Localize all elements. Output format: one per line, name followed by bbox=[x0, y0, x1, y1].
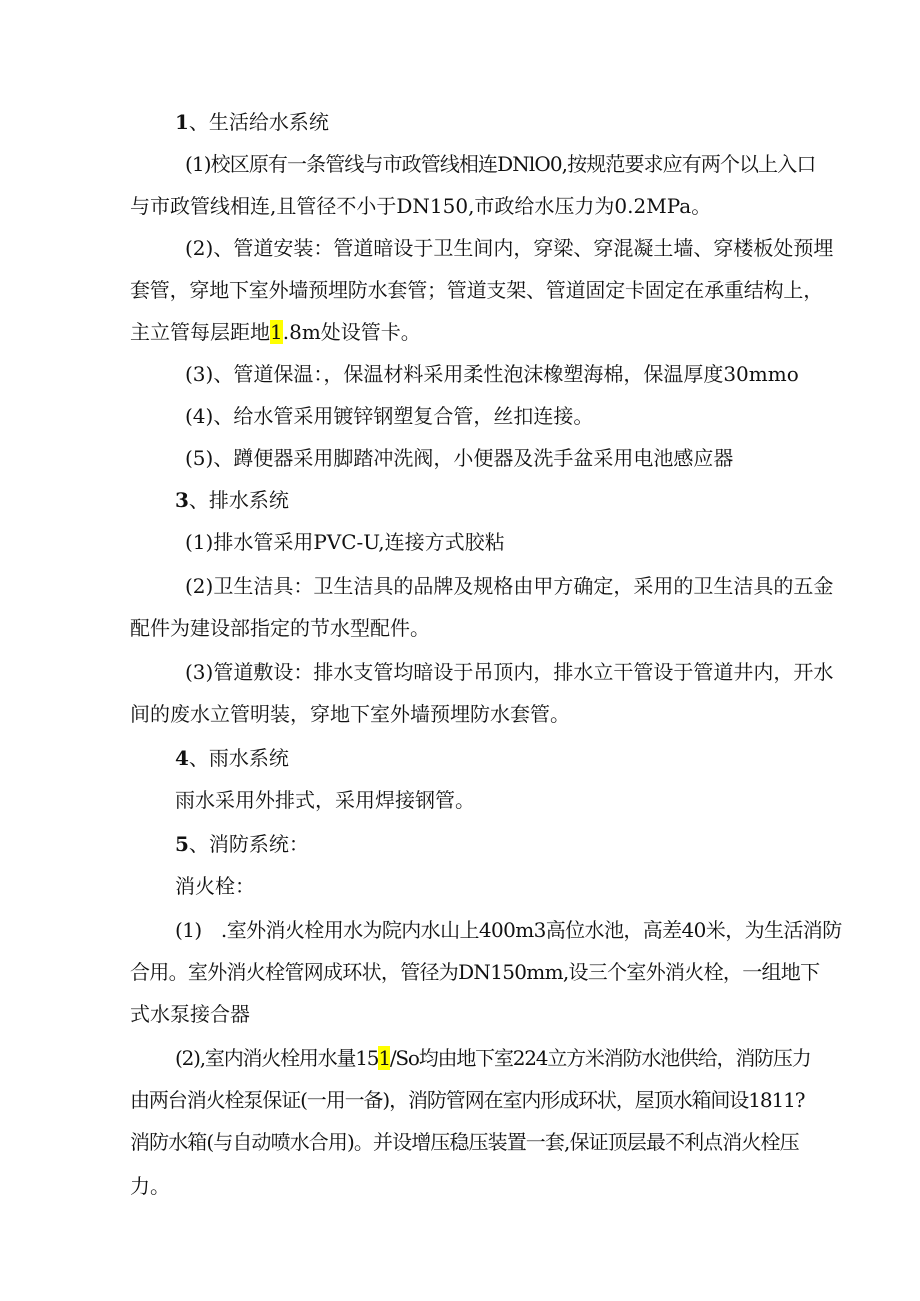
section-number: 1 bbox=[175, 110, 189, 134]
paragraph-line bbox=[185, 572, 833, 600]
text-run: 配件为建设部指定的节水型配件。 bbox=[130, 616, 430, 640]
paragraph-line bbox=[130, 192, 711, 220]
heading-fire-protection bbox=[175, 830, 309, 858]
text-run: 间的废水立管明装，穿地下室外墙预埋防水套管。 bbox=[130, 702, 570, 726]
paragraph-line bbox=[185, 528, 505, 556]
text-run: 主立管每层距地 bbox=[130, 320, 270, 344]
text-run: (3)、管道保温：，保温材料采用柔性泡沫橡塑海棉，保温厚度30mmo bbox=[185, 362, 799, 386]
paragraph-line bbox=[185, 444, 733, 472]
text-run: .8m处设管卡。 bbox=[282, 320, 421, 344]
paragraph-line bbox=[130, 318, 421, 346]
paragraph-line bbox=[185, 150, 815, 178]
text-run: 雨水采用外排式，采用焊接钢管。 bbox=[175, 788, 475, 812]
heading-water-supply bbox=[175, 108, 329, 136]
text-run: (5)、蹲便器采用脚踏冲洗阀，小便器及洗手盆采用电池感应器 bbox=[185, 446, 734, 470]
text-run: (1) .室外消火栓用水为院内水山上400m3高位水池，高差40米，为生活消防 bbox=[175, 918, 842, 942]
text-run: 、排水系统 bbox=[188, 488, 289, 512]
heading-rainwater bbox=[175, 744, 289, 772]
section-number: 5 bbox=[175, 832, 189, 856]
paragraph-line bbox=[185, 360, 799, 388]
text-run: 与市政管线相连,且管径不小于DN150,市政给水压力为0.2MPa。 bbox=[130, 194, 712, 218]
text-run: 式水泵接合器 bbox=[130, 1002, 250, 1026]
highlighted-text: 1 bbox=[270, 320, 283, 344]
paragraph-line bbox=[185, 402, 593, 430]
text-run: (1)校区原有一条管线与市政管线相连DNlO0,按规范要求应有两个以上入口 bbox=[185, 152, 816, 176]
text-run: 、生活给水系统 bbox=[188, 110, 329, 134]
paragraph-line bbox=[185, 658, 833, 686]
text-run: (1)排水管采用PVC-U,连接方式胶粘 bbox=[185, 530, 505, 554]
section-number: 4 bbox=[175, 746, 189, 770]
text-run: (4)、给水管采用镀锌钢塑复合管，丝扣连接。 bbox=[185, 404, 594, 428]
paragraph-line bbox=[130, 1086, 804, 1114]
paragraph-line bbox=[130, 958, 819, 986]
text-run: 、消防系统： bbox=[188, 832, 309, 856]
paragraph-line bbox=[130, 1000, 250, 1028]
highlighted-text: 1 bbox=[378, 1046, 390, 1070]
text-run: 合用。室外消火栓管网成环状，管径为DN150mm,设三个室外消火栓，一组地下 bbox=[130, 960, 820, 984]
paragraph-line bbox=[130, 276, 823, 304]
subheading-hydrant bbox=[175, 872, 255, 900]
text-run: 消火栓： bbox=[175, 874, 255, 898]
section-number: 3 bbox=[175, 488, 189, 512]
text-run: 消防水箱(与自动喷水合用)。并设增压稳压装置一套,保证顶层最不利点消火栓压 bbox=[130, 1130, 799, 1154]
paragraph-line bbox=[185, 234, 833, 262]
text-run: 由两台消火栓泵保证(一用一备)，消防管网在室内形成环状，屋顶水箱间设1811? bbox=[130, 1088, 805, 1112]
text-run: 、雨水系统 bbox=[188, 746, 289, 770]
paragraph-line bbox=[130, 614, 430, 642]
text-run: 力。 bbox=[130, 1174, 170, 1198]
paragraph-line bbox=[175, 1044, 811, 1072]
heading-drainage bbox=[175, 486, 289, 514]
paragraph-line bbox=[130, 1172, 170, 1200]
text-run: (2),室内消火栓用水量15 bbox=[175, 1046, 379, 1070]
paragraph-line bbox=[130, 1128, 799, 1156]
text-run: (3)管道敷设：排水支管均暗设于吊顶内，排水立干管设于管道井内，开水 bbox=[185, 660, 834, 684]
text-run: (2)卫生洁具：卫生洁具的品牌及规格由甲方确定，采用的卫生洁具的五金 bbox=[185, 574, 834, 598]
paragraph-line bbox=[175, 916, 842, 944]
paragraph-line bbox=[175, 786, 475, 814]
paragraph-line bbox=[130, 700, 570, 728]
text-run: 套管，穿地下室外墙预埋防水套管；管道支架、管道固定卡固定在承重结构上， bbox=[130, 278, 823, 302]
text-run: ∕So均由地下室224立方米消防水池供给，消防压力 bbox=[389, 1046, 811, 1070]
text-run: (2)、管道安装：管道暗设于卫生间内，穿梁、穿混凝土墙、穿楼板处预埋 bbox=[185, 236, 834, 260]
